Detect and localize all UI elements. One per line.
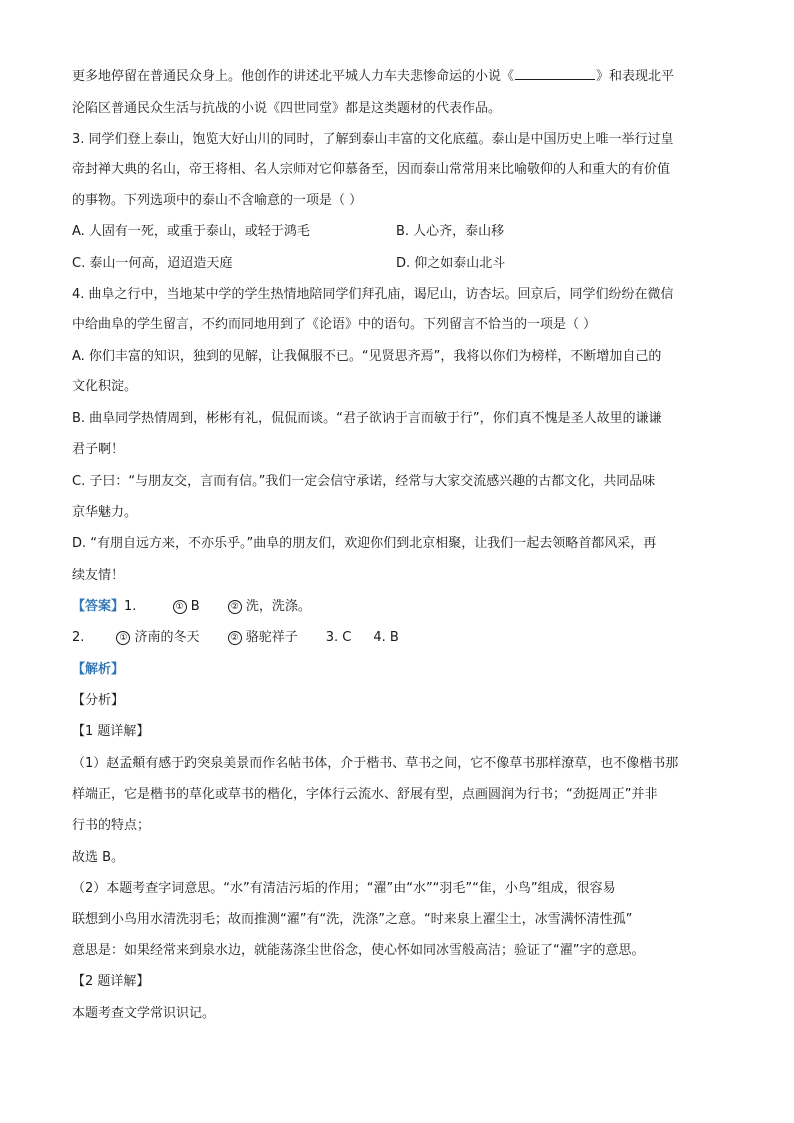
detail-1-text: 故选 B。 [72,850,125,865]
answer-tag: 【答案】 [72,599,125,614]
detail-1-text: 样端正，它是楷书的草化或草书的楷化，字体行云流水、舒展有型，点画圆润为行书；“劲挺周正”并非 [72,787,658,802]
q4-option-a: A. 你们丰富的知识，独到的见解，让我佩服不已。“见贤思齐焉”，我将以你们为榜样，不断增加自己的 [72,349,662,364]
question-3-stem: 帝封禅大典的名山，帝王将相、名人宗师对它仰慕备至，因而泰山常常用来比喻敬仰的人和重大的有价值 [72,162,671,177]
text-line: 沦陷区普通民众生活与抗战的小说《四世同堂》都是这类题材的代表作品。 [72,101,502,116]
detail-1-text: 意思是：如果经常来到泉水边，就能荡涤尘世俗念，使心怀如同冰雪般高洁；验证了“濯”字的意思。 [72,943,645,958]
q4-option-c: 京华魅力。 [72,505,138,520]
detail-1-text: （2）本题考查字词意思。“水”有清洁污垢的作用；“濯”由“水”“羽毛”“隹，小鸟”组成，很容易 [72,881,616,896]
detail-1-text: 行书的特点； [72,818,151,833]
q4-option-d: D. “有朋自远方来，不亦乐乎。”曲阜的朋友们，欢迎你们到北京相聚，让我们一起去领略首都风采，再 [72,536,657,551]
answer-blank [515,66,595,80]
q3-option-b: B. 人心齐，泰山移 [396,224,505,239]
q3-option-d: D. 仰之如泰山北斗 [396,256,506,271]
answer-line-2: 2. ① 济南的冬天 ② 骆驼祥子 3. C 4. B [72,630,399,645]
question-4-stem: 4. 曲阜之行中，当地某中学的学生热情地陪同学们拜孔庙，谒尼山，访杏坛。回京后，同学们纷纷在微信 [72,287,674,302]
question-4-stem: 中给曲阜的学生留言，不约而同地用到了《论语》中的语句。下列留言不恰当的一项是（ ） [72,317,597,332]
q4-option-a: 文化积淀。 [72,379,138,394]
q4-option-d: 续友情！ [72,568,125,583]
question-3-stem: 3. 同学们登上泰山，饱览大好山川的同时，了解到泰山丰富的文化底蕴。泰山是中国历史上唯一举行过皇 [72,132,674,147]
detail-2-tag: 【2 题详解】 [72,974,150,989]
q3-option-a: A. 人固有一死，或重于泰山，或轻于鸿毛 [72,224,310,239]
detail-1-text: （1）赵孟頫有感于趵突泉美景而作名帖书体，介于楷书、草书之间，它不像草书那样潦草，也不像楷书那 [72,756,679,771]
detail-1-text: 联想到小鸟用水清洗羽毛；故而推测“濯”有“洗，洗涤”之意。“时来泉上濯尘土，冰雪满怀清性孤” [72,912,633,927]
detail-1-tag: 【1 题详解】 [72,724,150,739]
text-line: 更多地停留在普通民众身上。他创作的讲述北平城人力车夫悲惨命运的小说《 》和表现北平 [72,66,674,86]
q4-option-b: B. 曲阜同学热情周到，彬彬有礼，侃侃而谈。“君子欲讷于言而敏于行”，你们真不愧是圣人故里的谦谦 [72,411,662,426]
q3-option-c: C. 泰山一何高，迢迢造天庭 [72,256,233,271]
circled-number-1: ① [116,631,130,645]
circled-number-1: ① [173,600,187,614]
circled-number-2: ② [228,600,242,614]
analysis-tag: 【解析】 [72,662,125,677]
q4-option-b: 君子啊！ [72,442,125,457]
circled-number-2: ② [228,631,242,645]
detail-2-text: 本题考查文学常识识记。 [72,1006,216,1021]
question-3-stem: 的事物。下列选项中的泰山不含喻意的一项是（ ） [72,193,363,208]
breakdown-tag: 【分析】 [72,693,125,708]
answer-line-1: 【答案】1. ① B ② 洗，洗涤。 [72,599,311,614]
q4-option-c: C. 子曰：“与朋友交，言而有信。”我们一定会信守承诺，经常与大家交流感兴趣的古都文化，共同品味 [72,474,656,489]
